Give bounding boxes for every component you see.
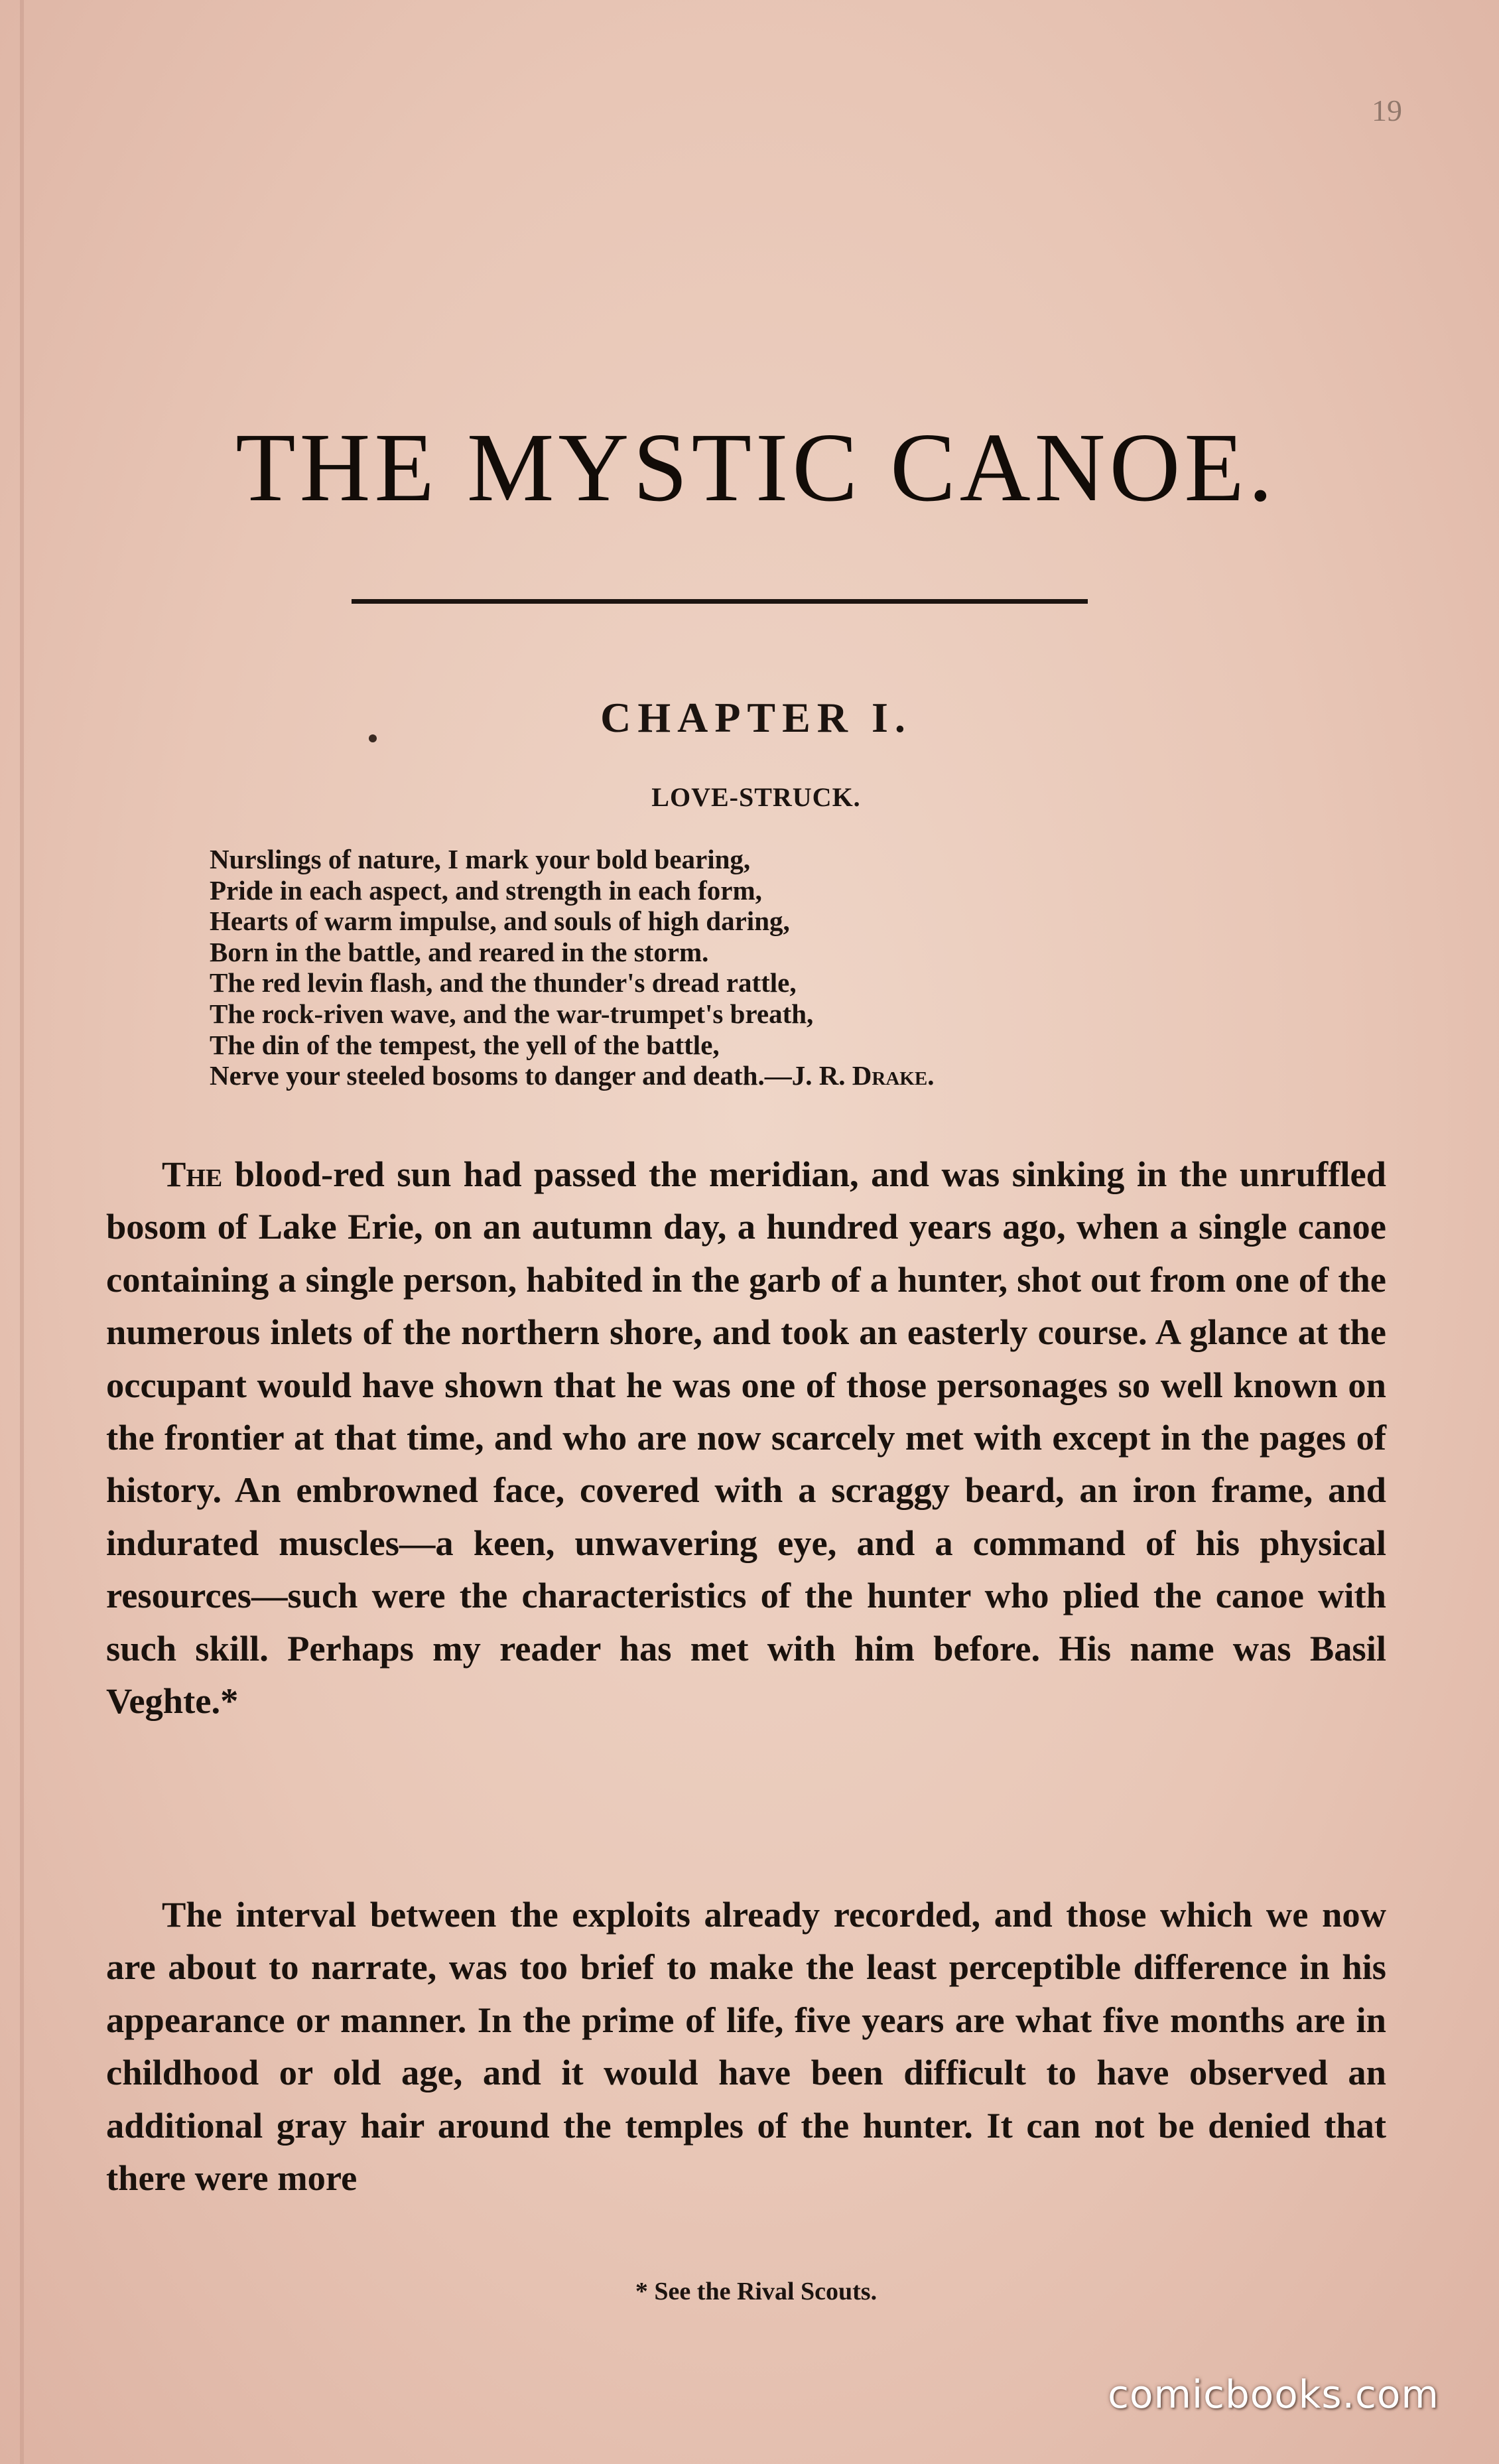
epigraph-line: Nerve your steeled bosoms to danger and death.— <box>210 1060 792 1091</box>
epigraph-line: The din of the tempest, the yell of the battle, <box>210 1029 720 1060</box>
epigraph-line: Born in the battle, and reared in the storm. <box>210 936 709 967</box>
paragraph-2 <box>106 1888 1386 2204</box>
epigraph-line: Hearts of warm impulse, and souls of high daring, <box>210 906 790 937</box>
epigraph-attribution: J. R. Drake. <box>791 1060 935 1091</box>
epigraph-line: The rock-riven wave, and the war-trumpet's breath, <box>210 998 814 1029</box>
watermark: comicbooks.com <box>1108 2372 1439 2417</box>
title-rule <box>352 599 1088 604</box>
epigraph-line: Pride in each aspect, and strength in each form, <box>210 874 762 906</box>
chapter-title: LOVE-STRUCK. <box>651 782 861 812</box>
epigraph-line: The red levin flash, and the thunder's dread rattle, <box>210 967 797 998</box>
chapter-heading: CHAPTER I. <box>600 694 912 741</box>
page-number: 19 <box>1372 94 1402 127</box>
epigraph-last-line <box>210 1060 1390 1091</box>
footnote: * See the Rival Scouts. <box>635 2278 878 2305</box>
paragraph-lead-word: The <box>162 1154 223 1194</box>
paragraph-1-text: blood-red sun had passed the meridian, and was sinking in the unruffled bosom of Lake Erie, on an autumn day, a hundred years ago, when a single canoe containing a single person, habited in the garb of a hunter, shot out from one of the numerous inlets of the northern shore, and took an easterly course. A glance at the occupant would have shown that he was one of those personages so well known on the frontier at that time, and who are now scarcely met with except in the pages of history. An embrowned face, covered with a scraggy beard, an iron frame, and indurated muscles—a keen, unwavering eye, and a command of his physical resources—such were the characteristics of the hunter who plied the canoe with such skill. Perhaps my reader has met with him before. His name was Basil Veghte.* <box>106 1154 1386 1722</box>
page-edge <box>20 0 24 2464</box>
epigraph-line: Nurslings of nature, I mark your bold bearing, <box>210 844 751 874</box>
epigraph <box>210 844 1390 1091</box>
paragraph-2-text: The interval between the exploits already recorded, and those which we now are about to narrate, was too brief to make the least perceptible difference in his appearance or manner. In the prime of life, five years are what five months are in childhood or old age, and it would have been difficult to have observed an additional gray hair around the temples of the hunter. It can not be denied that there were more <box>106 1894 1386 2199</box>
paragraph-1 <box>106 1148 1386 1727</box>
ink-speck <box>369 734 377 742</box>
book-title: THE MYSTIC CANOE. <box>235 413 1277 522</box>
